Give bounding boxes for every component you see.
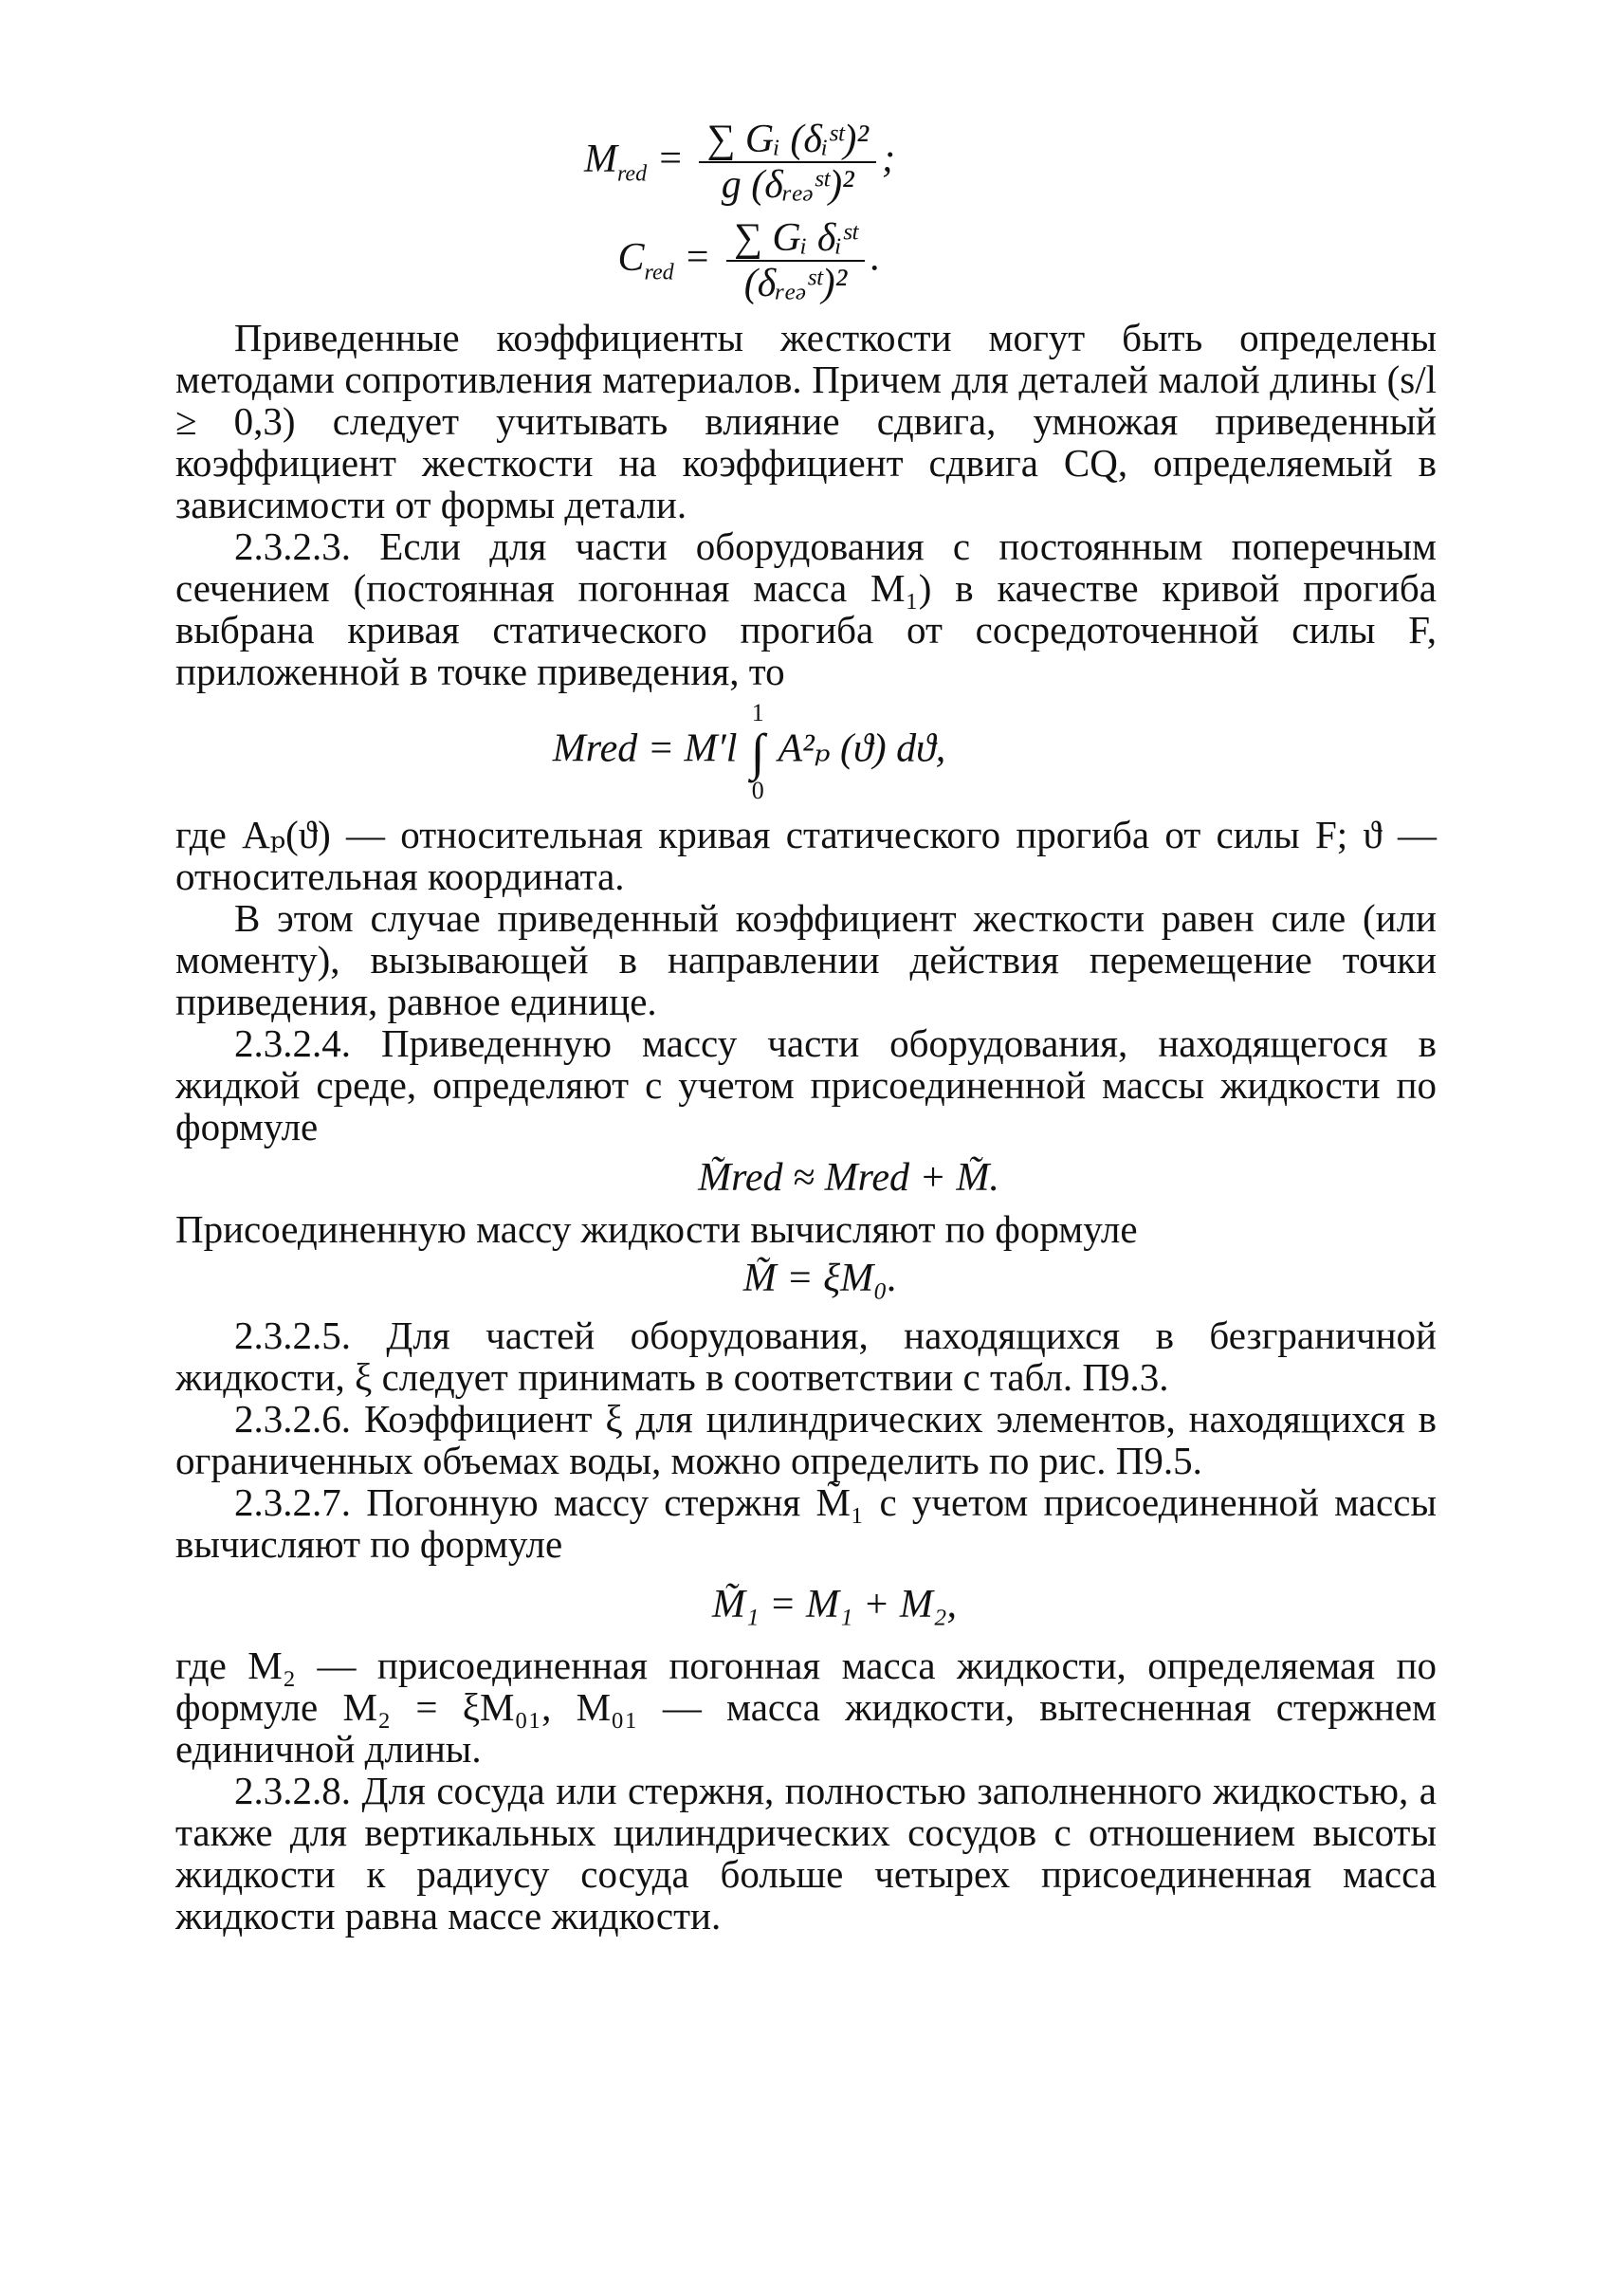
formula-c-red-end: . — [870, 235, 881, 280]
formula-m1tilde: M̃₁ = M₁ + M₂, — [712, 1583, 957, 1626]
paragraph-where-ap: где Aₚ(ϑ) — относительная кривая статического прогиба от силы F; ϑ — относительная координата. — [175, 813, 1437, 898]
formula-m-red-lhs: $M_{red}$ — [583, 137, 648, 187]
formula-c-red-numerator: ∑ Gᵢ δᵢˢᵗ — [726, 218, 865, 262]
formula-m-red: $M_{red}$ = $\frac{\text{∑ Gᵢ (δᵢˢᵗ)²}}{\text{g (δᵣₑₔˢᵗ)²}}$ ; — [583, 118, 896, 207]
formula-c-red-lhs: $C_{red}$ — [617, 235, 674, 285]
integral-upper-limit: 1 — [751, 699, 764, 726]
paragraph-where-m2: где M₂ — присоединенная погонная масса жидкости, определяемая по формуле M₂ = ξM₀₁, M₀₁ — масса жидкости, вытесненная стержнем единичной длины. — [175, 1644, 1437, 1771]
formula-integral-lhs: Mred = M′l — [552, 726, 738, 771]
paragraph-2-3-2-6: 2.3.2.6. Коэффициент ξ для цилиндрических элементов, находящихся в ограниченных объемах воды, можно определить по рис. П9.5. — [175, 1397, 1437, 1482]
formula-m-red-fraction — [699, 119, 876, 205]
paragraph-2-3-2-3: 2.3.2.3. Если для части оборудования с постоянным поперечным сечением (постоянная погонная масса M₁) в качестве кривой прогиба выбрана кривая статического прогиба от сосредоточенной силы F, приложенной в точке приведения, то — [175, 524, 1437, 693]
paragraph-2-3-2-4: 2.3.2.4. Приведенную массу части оборудования, находящегося в жидкой среде, определяют с учетом присоединенной массы жидкости по формуле — [175, 1021, 1437, 1148]
formula-m-red-end: ; — [882, 137, 896, 181]
paragraph-added-mass: Присоединенную массу жидкости вычисляют по формуле — [175, 1207, 1138, 1251]
formula-integral-body: A²ₚ (ϑ) dϑ, — [778, 726, 946, 771]
paragraph-2-3-2-5: 2.3.2.5. Для частей оборудования, находящихся в безграничной жидкости, ξ следует принимать в соответствии с табл. П9.3. — [175, 1313, 1437, 1399]
integral-sign — [751, 700, 765, 804]
paragraph-stiffness-case: В этом случае приведенный коэффициент жесткости равен силе (или моменту), вызывающей в направлении действия перемещение точки приведения, равное единице. — [175, 896, 1437, 1023]
paragraph-2-3-2-7: 2.3.2.7. Погонную массу стержня M̃₁ с учетом присоединенной массы вычисляют по формуле — [175, 1480, 1437, 1566]
formula-c-red: $C_{red}$ = $\frac{\text{∑ Gᵢ δᵢˢᵗ}}{\text{(δᵣₑₔˢᵗ)²}}$ . — [617, 216, 881, 305]
formula-mtilde-red: M̃red ≈ Mred + M̃. — [698, 1156, 999, 1200]
integral-symbol: ∫ — [750, 724, 765, 781]
formula-mtilde: M̃ = ξM₀. — [742, 1257, 898, 1300]
formula-c-red-denominator: (δᵣₑₔˢᵗ)² — [743, 262, 848, 305]
paragraph-2-3-2-8: 2.3.2.8. Для сосуда или стержня, полностью заполненного жидкостью, а также для вертикальных цилиндрических сосудов с отношением высоты жидкости к радиусу сосуда больше четырех присоединенная масса жидкости равна массе жидкости. — [175, 1769, 1437, 1938]
formula-c-red-fraction — [726, 218, 865, 303]
paragraph-reduced-stiffness: Приведенные коэффициенты жесткости могут быть определены методами сопротивления материалов. Причем для деталей малой длины (s/l ≥ 0,3) следует учитывать влияние сдвига, умножая приведенный коэффициент жесткости на коэффициент сдвига CQ, определяемый в зависимости от формы детали. — [175, 316, 1437, 526]
formula-m-red-denominator: g (δᵣₑₔˢᵗ)² — [721, 163, 854, 207]
document-page — [175, 114, 1437, 1937]
formula-m-red-numerator: ∑ Gᵢ (δᵢˢᵗ)² — [699, 119, 876, 163]
integral-lower-limit: 0 — [751, 777, 764, 804]
formula-integral — [62, 700, 1437, 804]
